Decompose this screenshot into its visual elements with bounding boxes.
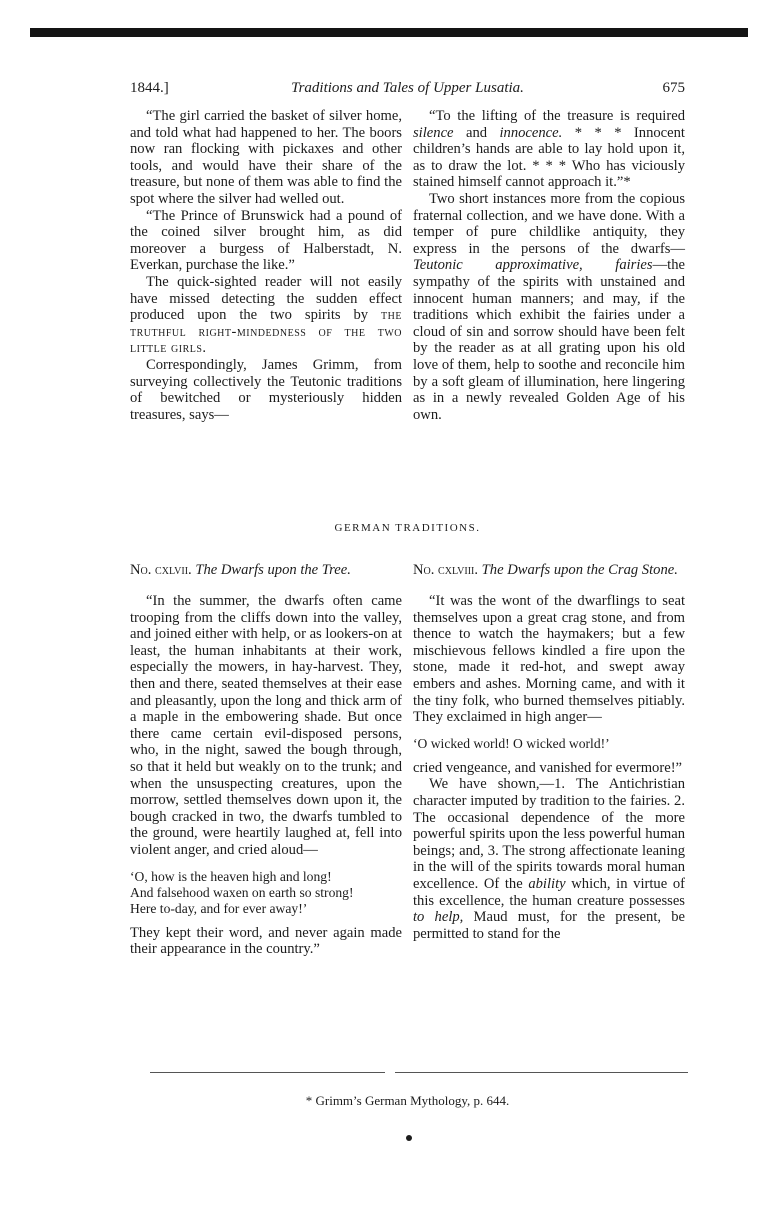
paragraph: cried vengeance, and vanished for evermore!”	[413, 759, 683, 776]
verse: ‘O wicked world! O wicked world!’	[413, 735, 610, 751]
paragraph: “To the lifting of the treasure is required silence and innocence. * * * Innocent children’s hands are able to lay hold upon it, as to draw the lot. * * * Who has viciously stained himself cannot approach it.”*	[413, 108, 685, 191]
right-column-top	[413, 108, 685, 423]
verse: ‘O, how is the heaven high and long! And falsehood waxen on earth so strong! Here to-day, and for ever away!’	[130, 868, 354, 916]
footnote-rule	[395, 1072, 688, 1073]
left-column-top	[130, 108, 402, 423]
footnote: * Grimm’s German Mythology, p. 644.	[305, 1093, 510, 1108]
footnote-rule	[150, 1072, 385, 1073]
small-caps-phrase: the truthful right-mindedness of the two little girls.	[130, 307, 402, 357]
paragraph: We have shown,—1. The Antichristian character imputed by tradition to the fairies. 2. The occasional dependence of the more powerful spirits upon the less powerful human beings; and, 3. The strong affectionate leaning in the will of the spirits towards moral human excellence. Of the ability which, in virtue of this excellence, the human creature possesses to help, Maud must, for the present, be permitted to stand for the	[413, 776, 685, 942]
right-column-bottom	[413, 562, 685, 942]
story-heading: No. cxlvii. The Dwarfs upon the Tree.	[130, 562, 351, 578]
paragraph: Correspondingly, James Grimm, from surveying collectively the Teutonic traditions of bewitched or mysteriously hidden treasures, says—	[130, 356, 402, 423]
section-title: GERMAN TRADITIONS.	[334, 522, 481, 534]
top-border-bar	[30, 28, 748, 37]
page-mark	[406, 1135, 412, 1141]
left-column-bottom	[130, 562, 402, 958]
paragraph: Two short instances more from the copious fraternal collection, and we have done. With a temper of pure childlike antiquity, they express in the persons of the dwarfs—Teutonic approximative, fairies—the sympathy of the spirits with unstained and innocent human manners; and may, if the traditions which exhibit the fairies under a cloud of sin and sorrow should have been felt by the reader as at all grating upon his old love of them, help to soothe and reconcile him by a soft gleam of illumination, here lingering as in a newly revealed Golden Age of his own.	[413, 190, 685, 423]
paragraph: “The Prince of Brunswick had a pound of the coined silver brought him, as did moreover a burgess of Halberstadt, N. Everkan, purchase the like.”	[130, 207, 402, 274]
paragraph: “It was the wont of the dwarflings to seat themselves upon a great crag stone, and from thence to watch the haymakers; but a few mischievous fellows kindled a fire upon the stone, made it red-hot, and swept away embers and ashes. Morning came, and with it the tiny folk, who burned themselves pitiably. They exclaimed in high anger—	[413, 593, 685, 726]
running-header	[130, 80, 685, 102]
story-heading: No. cxlviii. The Dwarfs upon the Crag Stone.	[413, 562, 678, 578]
paragraph: “The girl carried the basket of silver home, and told what had happened to her. The boors now ran flocking with pickaxes and other tools, and would have their share of the treasure, but none of them was able to find the spot where the silver had welled out.	[130, 108, 402, 207]
paragraph: The quick-sighted reader will not easily have missed detecting the sudden effect produced upon the two spirits by the truthful right-mindedness of the two little girls.	[130, 273, 402, 357]
header-year: 1844.]	[130, 80, 169, 96]
paragraph: They kept their word, and never again made their appearance in the country.”	[130, 924, 402, 958]
header-title: Traditions and Tales of Upper Lusatia.	[291, 80, 524, 96]
page-number: 675	[662, 80, 685, 96]
paragraph: “In the summer, the dwarfs often came trooping from the cliffs down into the valley, and joined either with help, or as lookers-on at least, the human inhabitants at their work, especially the mowers, in hay-harvest. They, then and there, seated themselves at their ease and pleasantly, upon the long and thick arm of a maple in the embowering shade. But once there came certain evil-disposed persons, who, in the night, sawed the bough through, so that it held but weakly on to the trunk; and when the unsuspecting creatures, upon the morrow, settled themselves down upon it, the bough cracked in two, the dwarfs tumbled to the ground, were heartily laughed at, fell into violent anger, and cried aloud—	[130, 593, 402, 858]
